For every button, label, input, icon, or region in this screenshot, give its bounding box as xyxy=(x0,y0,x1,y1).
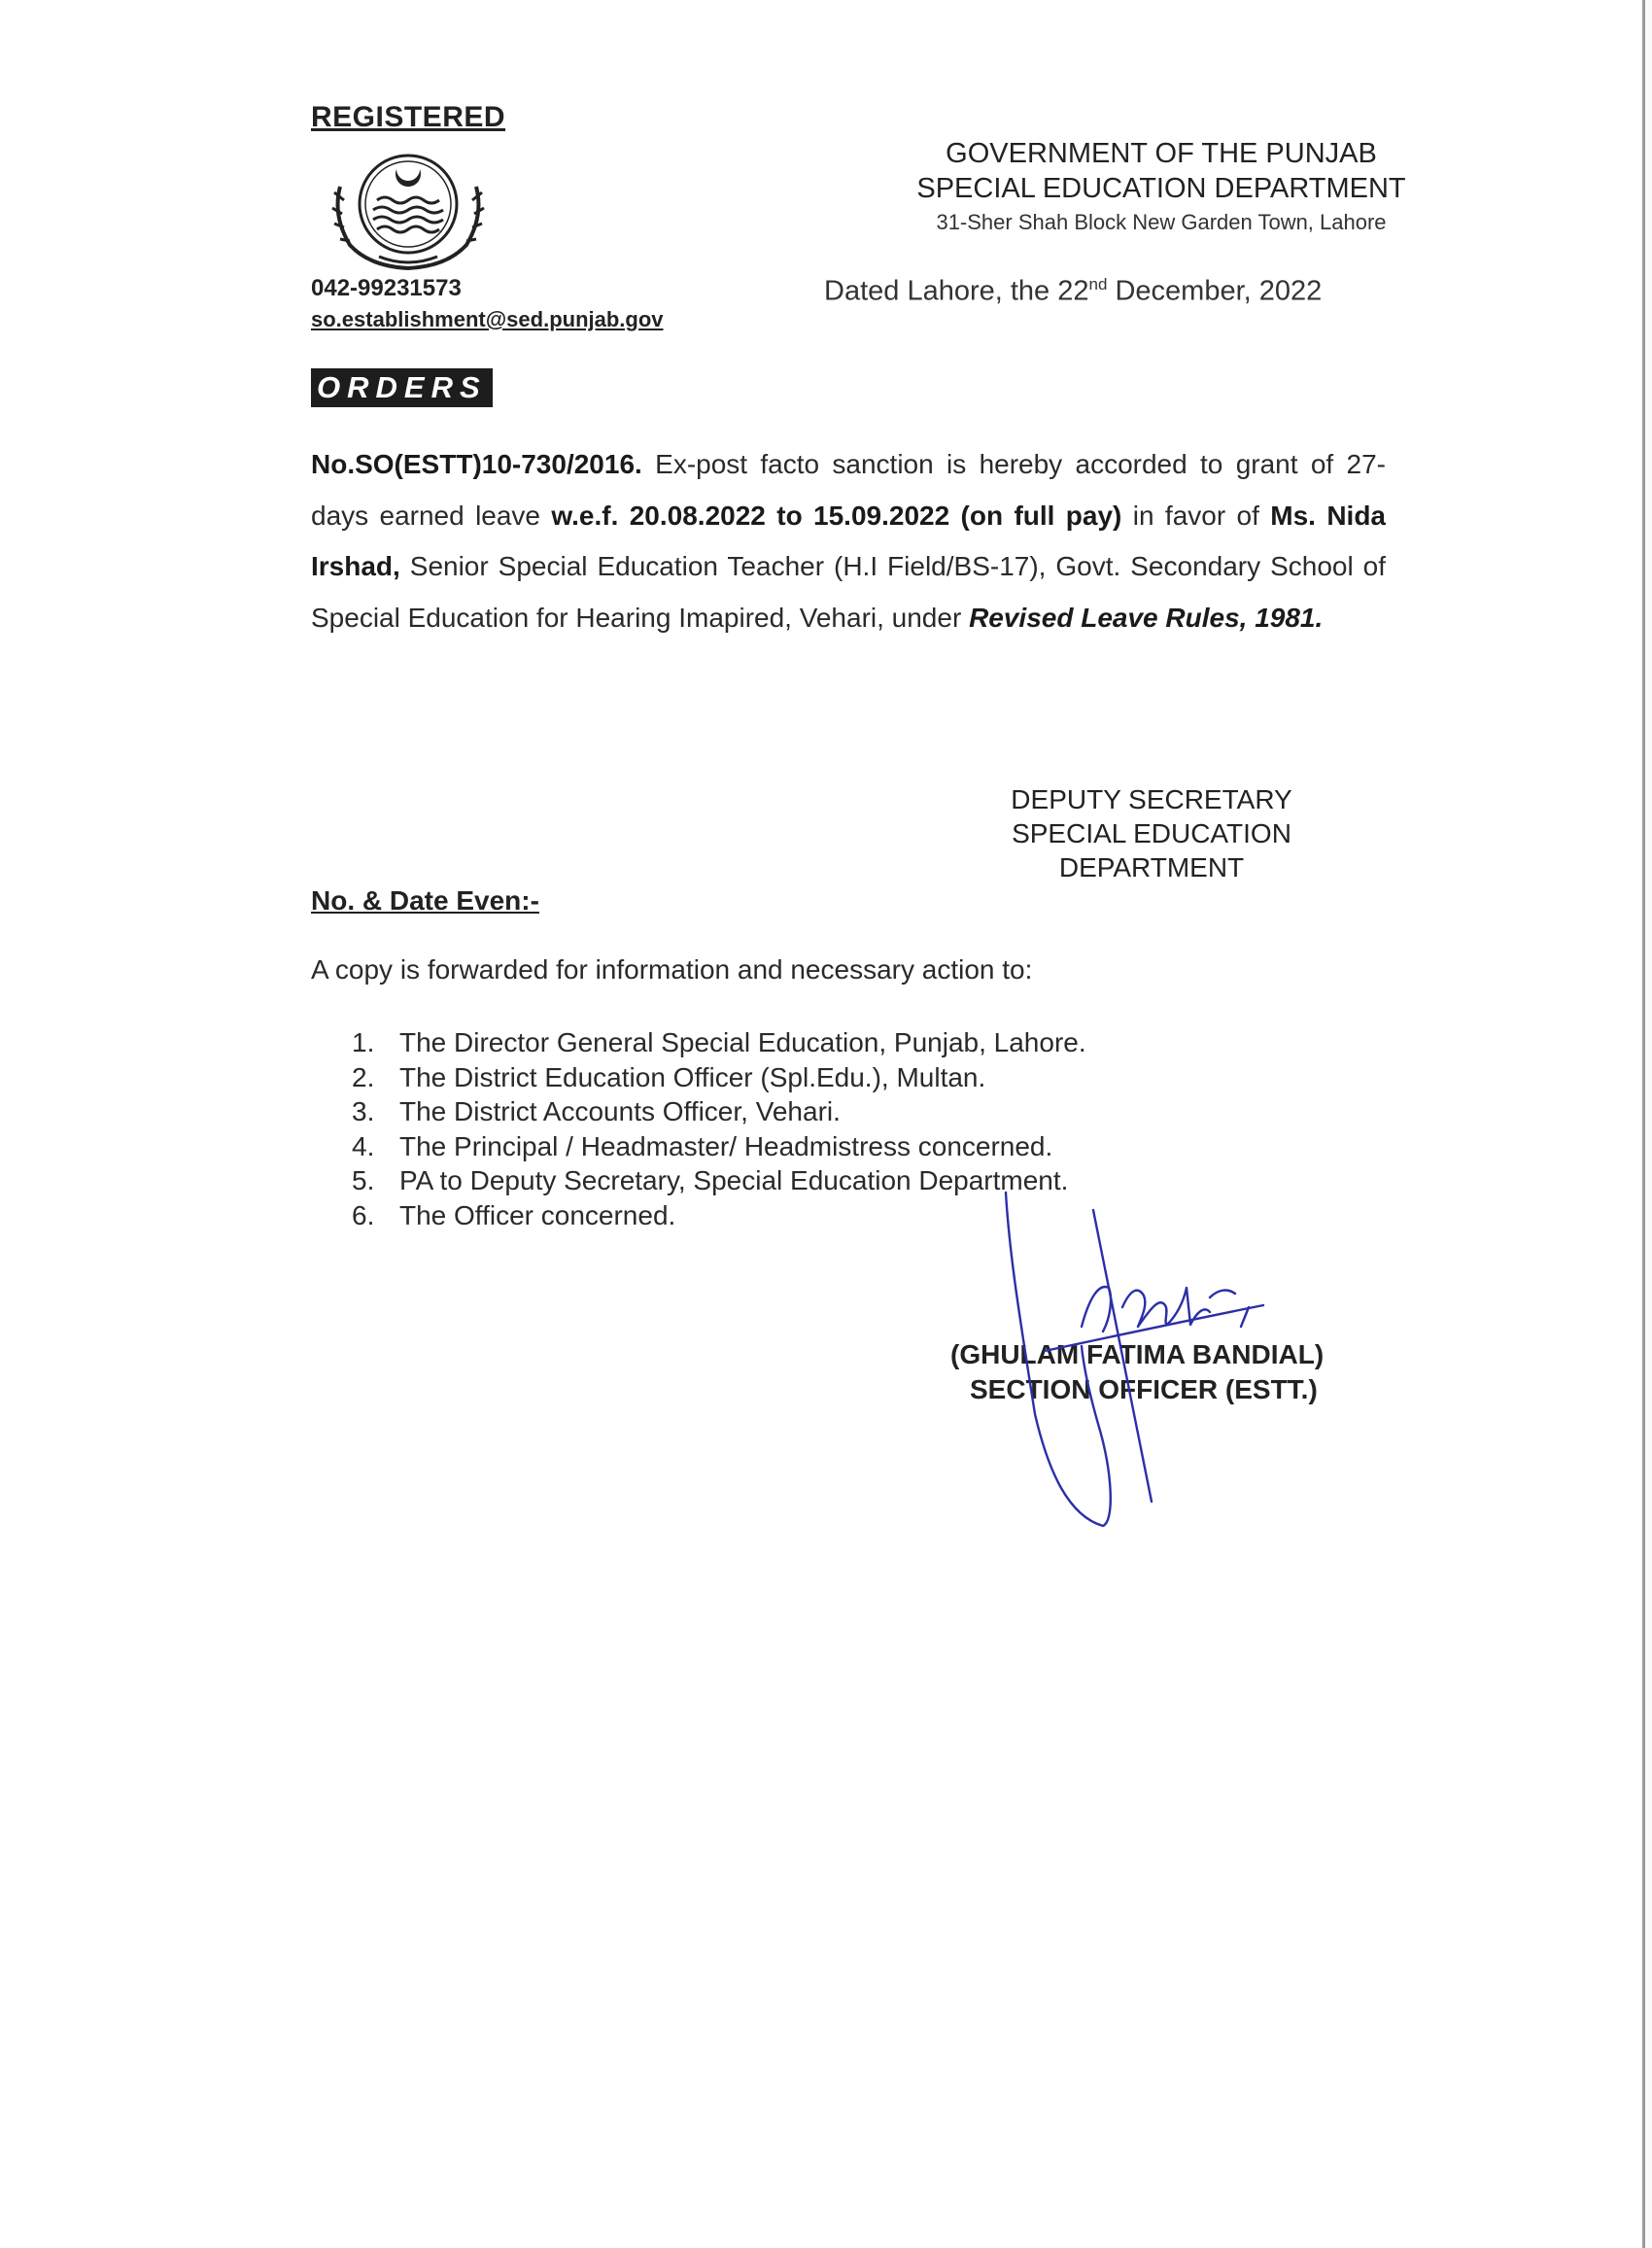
list-text: The District Accounts Officer, Vehari. xyxy=(399,1096,841,1126)
list-item xyxy=(352,1060,1086,1095)
letter-date xyxy=(824,275,1322,308)
list-number: 2. xyxy=(352,1061,375,1092)
government-title: GOVERNMENT OF THE PUNJAB xyxy=(946,138,1377,169)
department-title: SPECIAL EDUCATION DEPARTMENT xyxy=(916,173,1406,204)
list-number: 1. xyxy=(352,1027,375,1057)
order-ref-number: No.SO(ESTT)10-730/2016. xyxy=(311,449,642,479)
list-text: The Principal / Headmaster/ Headmistress concerned. xyxy=(399,1130,1053,1161)
list-text: PA to Deputy Secretary, Special Education Department. xyxy=(399,1165,1069,1195)
forwarding-intro: A copy is forwarded for information and necessary action to: xyxy=(311,954,1033,985)
orders-heading: ORDERS xyxy=(311,368,493,407)
authority-line-2: SPECIAL EDUCATION xyxy=(1012,818,1291,848)
signatory-name: (GHULAM FATIMA BANDIAL) xyxy=(950,1339,1325,1369)
punjab-emblem-icon xyxy=(321,148,496,272)
department-address: 31-Sher Shah Block New Garden Town, Lahore xyxy=(936,210,1387,234)
employee-name: Ms. Nida Irshad, xyxy=(311,500,1387,581)
list-text: The Officer concerned. xyxy=(399,1199,676,1230)
authority-block xyxy=(967,782,1336,884)
list-number: 3. xyxy=(352,1096,375,1126)
list-text: The District Education Officer (Spl.Edu.), Multan. xyxy=(399,1061,986,1092)
order-text-2: in favor of xyxy=(1121,500,1271,531)
authority-line-3: DEPARTMENT xyxy=(1058,852,1245,882)
list-text: The Director General Special Education, Punjab, Lahore. xyxy=(399,1027,1086,1057)
list-number: 4. xyxy=(352,1130,375,1161)
email-link[interactable]: so.establishment@sed.punjab.gov xyxy=(311,307,664,331)
date-even-label: No. & Date Even:- xyxy=(311,885,539,916)
list-item xyxy=(352,1025,1086,1060)
date-prefix: Dated Lahore, the 22 xyxy=(824,275,1089,307)
list-item xyxy=(352,1129,1086,1164)
list-item xyxy=(352,1094,1086,1129)
authority-line-1: DEPUTY SECRETARY xyxy=(1011,784,1292,814)
leave-rules: Revised Leave Rules, 1981. xyxy=(969,602,1324,633)
signatory-designation: SECTION OFFICER (ESTT.) xyxy=(970,1374,1318,1404)
date-rest: December, 2022 xyxy=(1107,275,1323,307)
order-text-3: Senior Special Education Teacher (H.I Field/BS-17), Govt. Secondary School of Special Education for Hearing Imapired, Vehari, under xyxy=(311,551,1386,633)
leave-period: w.e.f. 20.08.2022 to 15.09.2022 (on full pay) xyxy=(551,500,1122,531)
order-text-1: Ex-post facto sanction is hereby accorded to grant of 27-days earned leave xyxy=(311,449,1386,531)
list-number: 5. xyxy=(352,1165,375,1195)
list-number: 6. xyxy=(352,1199,375,1230)
registered-label: REGISTERED xyxy=(311,101,506,133)
phone-number: 042-99231573 xyxy=(311,275,462,301)
handwritten-signature xyxy=(967,1181,1288,1540)
order-paragraph xyxy=(311,439,1386,643)
date-ordinal: nd xyxy=(1088,275,1108,294)
